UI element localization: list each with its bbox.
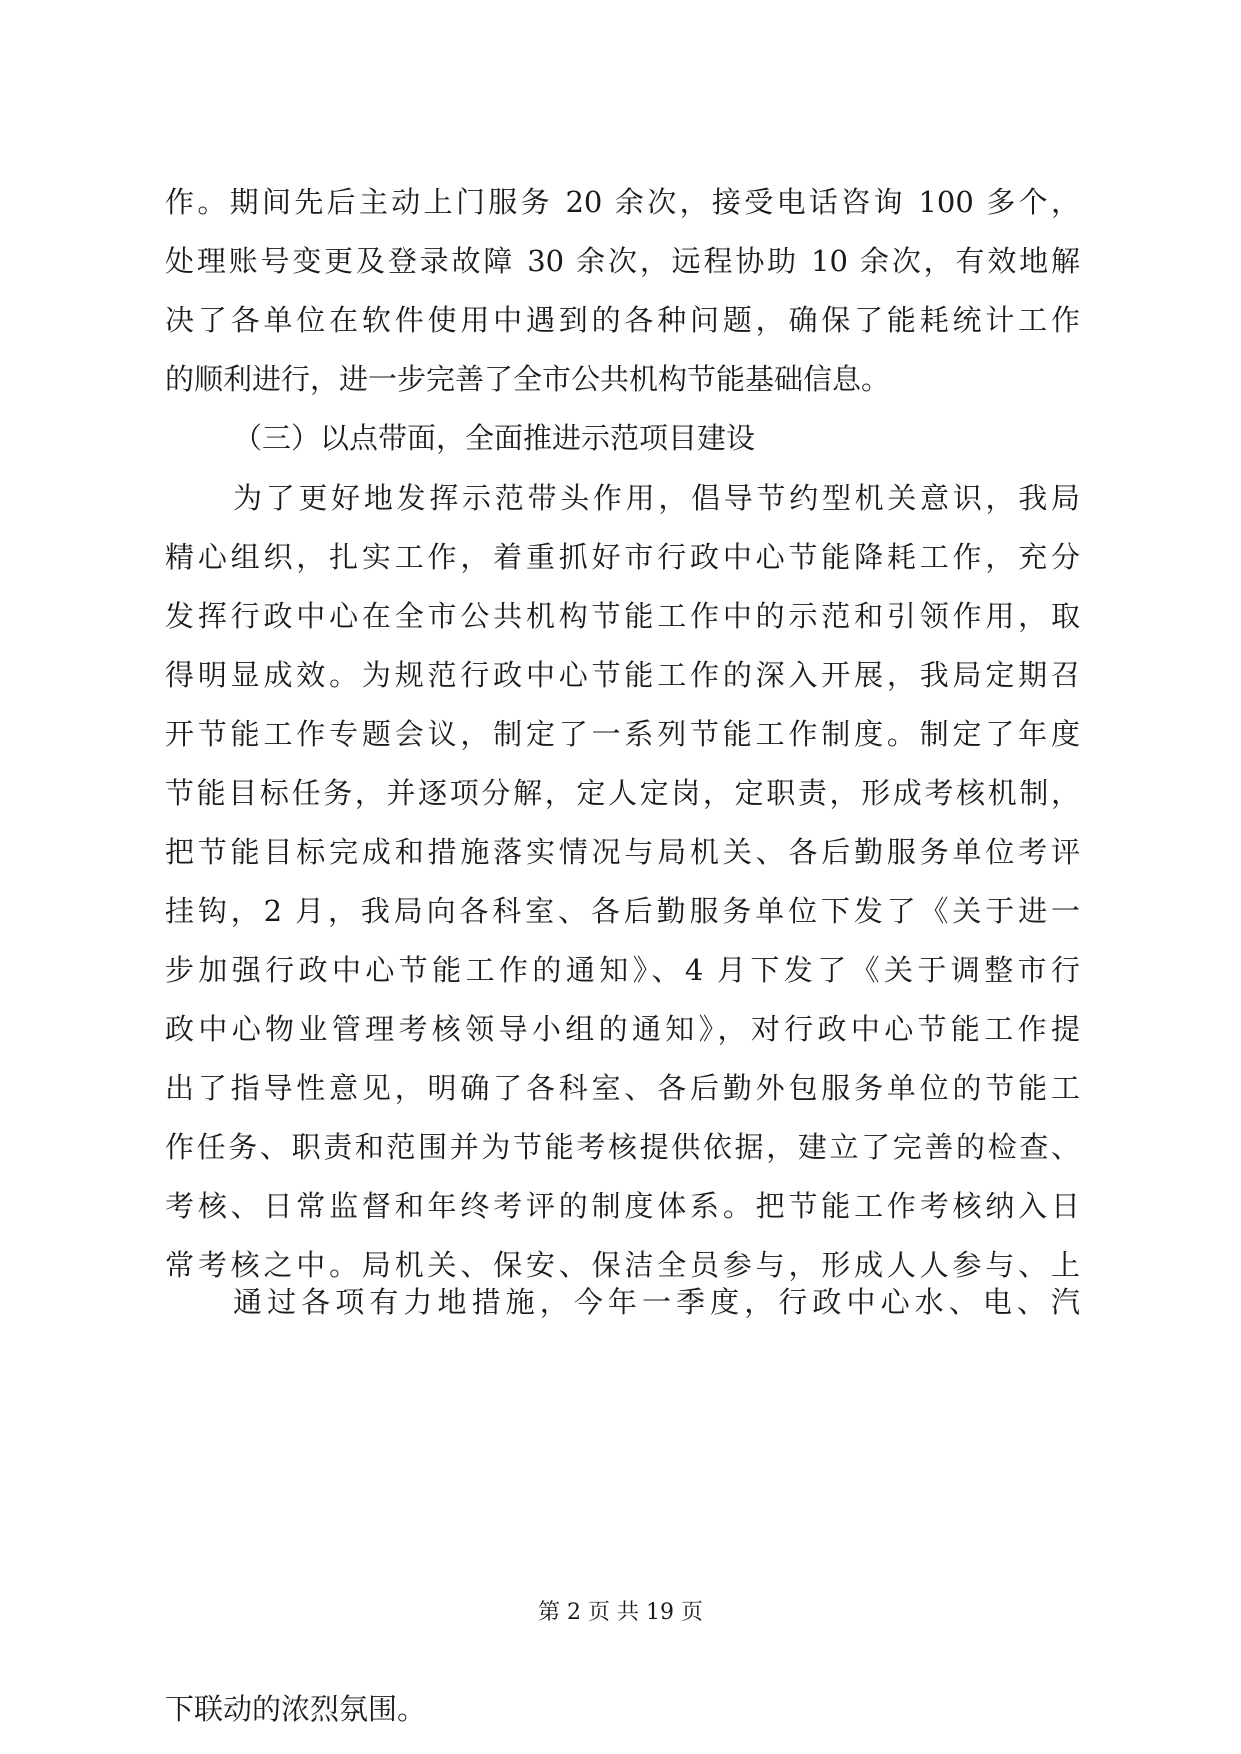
page-footer: 第 2 页 共 19 页 — [538, 1600, 703, 1625]
paragraph-2-line-11: 出了指导性意见，明确了各科室、各后勤外包服务单位的节能工 — [165, 1071, 1080, 1105]
paragraph-2-line-7: 把节能目标完成和措施落实情况与局机关、各后勤服务单位考评 — [165, 835, 1080, 869]
paragraph-2-line-12: 作任务、职责和范围并为节能考核提供依据，建立了完善的检查、 — [165, 1130, 1080, 1164]
paragraph-2-line-6: 节能目标任务，并逐项分解，定人定岗，定职责，形成考核机制， — [165, 776, 1080, 810]
paragraph-2-line-3: 发挥行政中心在全市公共机构节能工作中的示范和引领作用，取 — [165, 599, 1080, 633]
paragraph-2-line-15: 下联动的浓烈氛围。 — [165, 1692, 427, 1726]
paragraph-2-line-13: 考核、日常监督和年终考评的制度体系。把节能工作考核纳入日 — [165, 1189, 1080, 1223]
paragraph-2-line-2: 精心组织，扎实工作，着重抓好市行政中心节能降耗工作，充分 — [165, 540, 1080, 574]
paragraph-2-line-10: 政中心物业管理考核领导小组的通知》，对行政中心节能工作提 — [165, 1012, 1080, 1046]
paragraph-2-line-1: 为了更好地发挥示范带头作用，倡导节约型机关意识，我局 — [233, 481, 1080, 515]
section-heading: （三）以点带面，全面推进示范项目建设 — [233, 421, 756, 455]
paragraph-1-line-3: 决了各单位在软件使用中遇到的各种问题，确保了能耗统计工作 — [165, 303, 1080, 337]
paragraph-2-line-4: 得明显成效。为规范行政中心节能工作的深入开展，我局定期召 — [165, 658, 1080, 692]
paragraph-2-line-5: 开节能工作专题会议，制定了一系列节能工作制度。制定了年度 — [165, 717, 1080, 751]
paragraph-2-line-9: 步加强行政中心节能工作的通知》、4 月下发了《关于调整市行 — [165, 953, 1080, 987]
paragraph-1-line-2: 处理账号变更及登录故障 30 余次，远程协助 10 余次，有效地解 — [165, 244, 1080, 278]
paragraph-1-line-1: 作。期间先后主动上门服务 20 余次，接受电话咨询 100 多个， — [165, 185, 1080, 219]
paragraph-3-line-1: 通过各项有力地措施，今年一季度，行政中心水、电、汽 — [233, 1285, 1080, 1319]
paragraph-1-line-4: 的顺利进行，进一步完善了全市公共机构节能基础信息。 — [165, 362, 891, 396]
paragraph-2-line-14: 常考核之中。局机关、保安、保洁全员参与，形成人人参与、上 — [165, 1248, 1080, 1282]
paragraph-2-line-8: 挂钩，2 月，我局向各科室、各后勤服务单位下发了《关于进一 — [165, 894, 1080, 928]
